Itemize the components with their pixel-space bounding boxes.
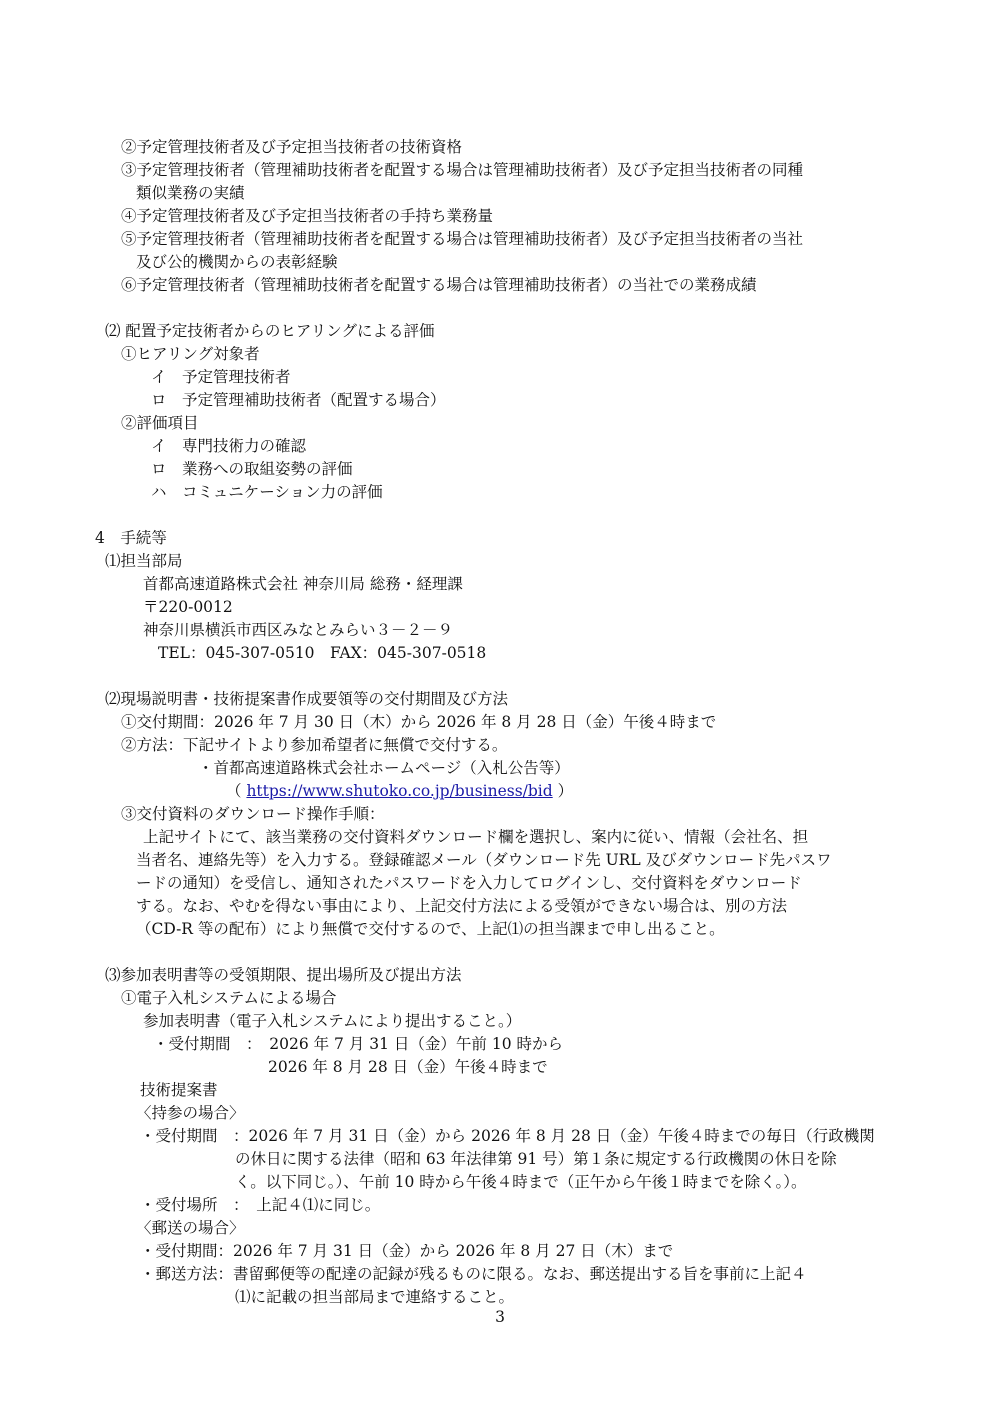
criterion-3: ③予定管理技術者（管理補助技術者を配置する場合は管理補助技術者）及び予定担当技術者の同種 <box>121 161 804 179</box>
electronic-bid-heading: ①電子入札システムによる場合 <box>121 989 337 1007</box>
department-name: 首都高速道路株式会社 神奈川局 総務・経理課 <box>143 575 463 593</box>
criterion-5: ⑤予定管理技術者（管理補助技術者を配置する場合は管理補助技術者）及び予定担当技術者の当社 <box>121 230 804 248</box>
department-heading: ⑴担当部局 <box>105 552 183 570</box>
hearing-target-heading: ①ヒアリング対象者 <box>121 345 260 363</box>
evaluation-item-ro: ロ 業務への取組姿勢の評価 <box>151 460 353 478</box>
download-text-4: する。なお、やむを得ない事由により、上記交付方法による受領ができない場合は、別の方法 <box>136 897 788 915</box>
page-number: 3 <box>495 1308 505 1326</box>
download-text-2: 当者名、連絡先等）を入力する。登録確認メール（ダウンロード先 URL 及びダウンロード先パスワ <box>136 851 832 869</box>
in-person-period-3: く。以下同じ。）、午前 10 時から午後４時まで（正午から午後１時までを除く。）。 <box>235 1173 807 1191</box>
download-text-1: 上記サイトにて、該当業務の交付資料ダウンロード欄を選択し、案内に従い、情報（会社名、担 <box>143 828 809 846</box>
hearing-target-ro: ロ 予定管理補助技術者（配置する場合） <box>151 391 446 409</box>
download-text-3: ードの通知）を受信し、通知されたパスワードを入力してログインし、交付資料をダウンロード <box>136 874 802 892</box>
submission-heading: ⑶参加表明書等の受領期限、提出場所及び提出方法 <box>105 966 462 984</box>
participation-document: 参加表明書（電子入札システムにより提出すること。） <box>143 1012 522 1030</box>
criterion-4: ④予定管理技術者及び予定担当技術者の手持ち業務量 <box>121 207 494 225</box>
url-open-paren: （ <box>226 782 247 800</box>
in-person-period-1: ・受付期間 ：2026 年 7 月 31 日（金）から 2026 年 8 月 28 日（金）午後４時までの毎日（行政機関 <box>140 1127 875 1145</box>
technical-proposal: 技術提案書 <box>140 1081 218 1099</box>
mail-method-1: ・郵送方法：書留郵便等の配達の記録が残るものに限る。なお、郵送提出する旨を事前に上記４ <box>140 1265 807 1283</box>
criterion-5-cont: 及び公的機関からの表彰経験 <box>136 253 338 271</box>
address: 神奈川県横浜市西区みなとみらい３－２－９ <box>143 621 454 639</box>
mail-heading: 〈郵送の場合〉 <box>136 1219 245 1237</box>
electronic-period-2: 2026 年 8 月 28 日（金）午後４時まで <box>268 1058 548 1076</box>
issue-period: ①交付期間：2026 年 7 月 30 日（木）から 2026 年 8 月 28 日（金）午後４時まで <box>121 713 717 731</box>
electronic-period-1: ・受付期間 ： 2026 年 7 月 31 日（金）午前 10 時から <box>153 1035 563 1053</box>
download-heading: ③交付資料のダウンロード操作手順： <box>121 805 385 823</box>
section-4-heading: 4 手続等 <box>95 529 167 547</box>
url-close-paren: ） <box>552 782 574 800</box>
bid-site-link[interactable]: https://www.shutoko.co.jp/business/bid <box>246 782 553 800</box>
in-person-period-2: の休日に関する法律（昭和 63 年法律第 91 号）第１条に規定する行政機関の休日を除 <box>235 1150 837 1168</box>
in-person-heading: 〈持参の場合〉 <box>136 1104 245 1122</box>
mail-method-2: ⑴に記載の担当部局まで連絡すること。 <box>235 1288 515 1306</box>
criterion-3-cont: 類似業務の実績 <box>136 184 245 202</box>
criterion-6: ⑥予定管理技術者（管理補助技術者を配置する場合は管理補助技術者）の当社での業務成績 <box>121 276 757 294</box>
evaluation-items-heading: ②評価項目 <box>121 414 199 432</box>
evaluation-item-ha: ハ コミュニケーション力の評価 <box>151 483 383 501</box>
in-person-place: ・受付場所 ： 上記４⑴に同じ。 <box>140 1196 381 1214</box>
criterion-2: ②予定管理技術者及び予定担当技術者の技術資格 <box>121 138 463 156</box>
tel-fax: TEL：045-307-0510 FAX：045-307-0518 <box>158 644 487 662</box>
postal-code: 〒220-0012 <box>143 598 233 616</box>
download-text-5: （CD-R 等の配布）により無償で交付するので、上記⑴の担当課まで申し出ること。 <box>136 920 725 938</box>
mail-period: ・受付期間：2026 年 7 月 31 日（金）から 2026 年 8 月 27 日（木）まで <box>140 1242 674 1260</box>
hearing-heading: ⑵ 配置予定技術者からのヒアリングによる評価 <box>105 322 435 340</box>
hearing-target-i: イ 予定管理技術者 <box>151 368 291 386</box>
issue-heading: ⑵現場説明書・技術提案書作成要領等の交付期間及び方法 <box>105 690 509 708</box>
issue-site: ・首都高速道路株式会社ホームページ（入札公告等） <box>198 759 570 777</box>
issue-url-line <box>226 780 573 803</box>
issue-method: ②方法：下記サイトより参加希望者に無償で交付する。 <box>121 736 508 754</box>
evaluation-item-i: イ 専門技術力の確認 <box>151 437 307 455</box>
